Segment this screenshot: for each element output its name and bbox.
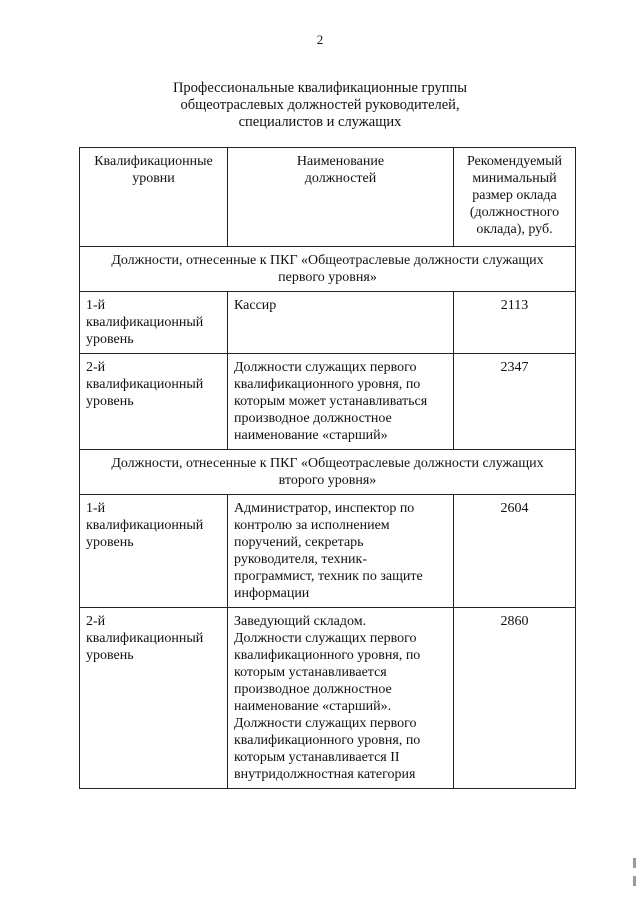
position-line: Администратор, инспектор по — [234, 501, 415, 516]
level-line: уровень — [86, 394, 134, 409]
header-line: Наименование — [296, 154, 385, 169]
level-line: 2-й — [86, 360, 106, 375]
position-line: информации — [234, 586, 310, 601]
level-line: 1-й — [86, 298, 106, 313]
title-line: общеотраслевых должностей руководителей, — [180, 97, 460, 113]
position-line: Кассир — [234, 298, 277, 313]
position-line: наименование «старший» — [234, 428, 388, 443]
position-line: программист, техник по защите — [234, 569, 423, 584]
position-line: руководителя, техник- — [234, 552, 367, 567]
header-line: Квалификационные — [94, 154, 213, 169]
scan-edge-mark — [633, 876, 636, 886]
position-line: контролю за исполнением — [234, 518, 390, 533]
title-line: Профессиональные квалификационные группы — [172, 80, 468, 96]
scan-edge-mark — [633, 858, 636, 868]
table-row — [80, 608, 576, 789]
position-line: внутридолжностная категория — [234, 767, 416, 782]
salary-cell: 2113 — [454, 292, 576, 354]
header-line: (должностного — [469, 205, 560, 220]
level-cell — [80, 495, 228, 608]
position-line: Должности служащих первого — [234, 716, 417, 731]
level-line: уровень — [86, 332, 134, 347]
header-position-names — [228, 148, 454, 247]
table-row — [80, 495, 576, 608]
page-number: 2 — [316, 32, 324, 47]
group-title-line: Должности, отнесенные к ПКГ «Общеотраслевые должности служащих — [111, 456, 544, 471]
positions-cell — [228, 292, 454, 354]
level-line: уровень — [86, 648, 134, 663]
level-cell — [80, 292, 228, 354]
positions-cell — [228, 354, 454, 450]
position-line: наименование «старший». — [234, 699, 392, 714]
header-line: размер оклада — [472, 188, 557, 203]
level-line: 2-й — [86, 614, 106, 629]
positions-cell — [228, 495, 454, 608]
level-cell — [80, 608, 228, 789]
position-line: производное должностное — [234, 682, 392, 697]
group-title-line: Должности, отнесенные к ПКГ «Общеотраслевые должности служащих — [111, 253, 544, 268]
level-line: квалификационный — [86, 377, 204, 392]
title-line: специалистов и служащих — [238, 114, 402, 130]
header-line: Рекомендуемый — [466, 154, 563, 169]
position-line: которым устанавливается — [234, 665, 387, 680]
group-title-line: второго уровня» — [278, 473, 377, 488]
header-salary — [454, 148, 576, 247]
level-line: квалификационный — [86, 518, 204, 533]
header-line: уровни — [132, 171, 175, 186]
header-levels — [80, 148, 228, 247]
position-line: поручений, секретарь — [234, 535, 364, 550]
header-line: минимальный — [472, 171, 557, 186]
salary-cell: 2860 — [454, 608, 576, 789]
qualification-groups-table — [79, 147, 576, 789]
salary-cell: 2604 — [454, 495, 576, 608]
position-line: которым устанавливается II — [234, 750, 400, 765]
level-line: 1-й — [86, 501, 106, 516]
group-title-line: первого уровня» — [278, 270, 377, 285]
table-row — [80, 354, 576, 450]
header-line: оклада), руб. — [476, 222, 553, 237]
document-title — [0, 80, 640, 131]
level-line: квалификационный — [86, 315, 204, 330]
salary-cell: 2347 — [454, 354, 576, 450]
group-header-row — [80, 247, 576, 292]
group-title — [80, 247, 576, 292]
position-line: производное должностное — [234, 411, 392, 426]
position-line: Должности служащих первого — [234, 631, 417, 646]
table-header-row — [80, 148, 576, 247]
level-line: уровень — [86, 535, 134, 550]
header-line: должностей — [304, 171, 377, 186]
table-row — [80, 292, 576, 354]
position-line: которым может устанавливаться — [234, 394, 428, 409]
level-cell — [80, 354, 228, 450]
position-line: квалификационного уровня, по — [234, 377, 421, 392]
group-title — [80, 450, 576, 495]
position-line: квалификационного уровня, по — [234, 648, 421, 663]
group-header-row — [80, 450, 576, 495]
position-line: Заведующий складом. — [234, 614, 367, 629]
position-line: квалификационного уровня, по — [234, 733, 421, 748]
level-line: квалификационный — [86, 631, 204, 646]
position-line: Должности служащих первого — [234, 360, 417, 375]
positions-cell — [228, 608, 454, 789]
